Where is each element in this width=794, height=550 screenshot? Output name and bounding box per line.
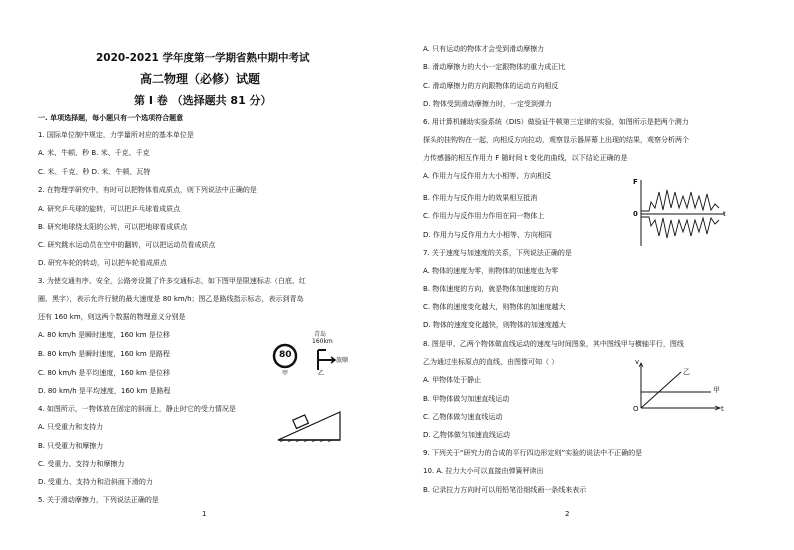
option-line: A. 甲物体处于静止 [423, 376, 482, 384]
option-line: A. 米、牛顿、秒 B. 米、千克、千克 [38, 149, 150, 157]
question-line: 9. 下列关于“研究力的合成的平行四边形定则”实验的说法中不正确的是 [423, 449, 643, 457]
option-line: D. 作用力与反作用力大小相等、方向相同 [423, 231, 552, 239]
question-line: 圈、黑字），表示允许行驶的最大速度是 80 km/h；图乙是路线指示标志，表示到青岛 [38, 295, 304, 303]
question-line: 2. 在物理学研究中，有时可以把物体看成质点，则下列说法中正确的是 [38, 186, 257, 194]
option-line: D. 物体的速度变化越快，则物体的加速度越大 [423, 321, 566, 329]
option-line: D. 物体受到滑动摩擦力时，一定受到弹力 [423, 100, 552, 108]
question-line: 3. 为使交通有序、安全，公路旁设置了许多交通标志，如下图甲是限速标志（白底、红 [38, 277, 306, 285]
axis-label-t: t [721, 405, 724, 413]
option-line: B. 作用力与反作用力的效果相互抵消 [423, 194, 538, 202]
option-line: A. 80 km/h 是瞬时速度，160 km 是位移 [38, 331, 170, 339]
option-line: C. 乙物体做匀速直线运动 [423, 413, 503, 421]
question-line: 探头的挂钩钩在一起，向相反方向拉动，观察显示器屏幕上出现的结果，观察分析两个 [423, 136, 689, 144]
page-number: 2 [565, 510, 570, 518]
option-line: D. 研究车轮的转动，可以把车轮看成质点 [38, 259, 167, 267]
question-line: 10. A. 拉力大小可以直接由弹簧秤读出 [423, 467, 544, 475]
question-line: 力传感器的相互作用力 F 随时间 t 变化的曲线，以下结论正确的是 [423, 154, 628, 162]
option-line: C. 80 km/h 是平均速度，160 km 是位移 [38, 369, 171, 377]
question-line: 8. 图是甲、乙两个物体做直线运动的速度与时间图象，其中图线甲与横轴平行，图线 [423, 340, 684, 348]
question-line: 5. 关于滑动摩擦力，下列说法正确的是 [38, 496, 159, 504]
option-line: A. 物体的速度为零，则物体的加速度也为零 [423, 267, 559, 275]
option-line: D. 80 km/h 是平均速度，160 km 是路程 [38, 387, 171, 395]
exam-subtitle: 高二物理（必修）试题 [140, 72, 261, 86]
axis-label-v: v [635, 358, 640, 366]
page-number: 1 [202, 510, 207, 518]
question-line: 乙为通过坐标原点的直线，由图像可知（ ） [423, 358, 559, 366]
part-heading: 一. 单项选择题，每小题只有一个选项符合题意 [38, 114, 184, 122]
exam-page-2 [397, 0, 794, 550]
option-line: B. 只受重力和摩擦力 [38, 442, 104, 450]
question-line: 1. 国际单位制中规定，力学量所对应的基本单位是 [38, 131, 194, 139]
option-line: B. 研究地球绕太阳的公转，可以把地球看成质点 [38, 223, 188, 231]
option-line: A. 研究乒乓球的旋转，可以把乒乓球看成质点 [38, 205, 181, 213]
sign-label-lvshun: 旅顺 [336, 357, 349, 364]
option-line: B. 80 km/h 是瞬时速度，160 km 是路程 [38, 350, 170, 358]
sign-label-distance: 160km [312, 338, 333, 345]
speed-limit-value: 80 [279, 350, 292, 360]
option-line: B. 物体速度的方向，就是物体加速度的方向 [423, 285, 559, 293]
incline-figure [276, 406, 344, 444]
axis-label-origin: O [633, 405, 639, 413]
option-line: A. 只受重力和支持力 [38, 423, 104, 431]
section-title: 第 I 卷 （选择题共 81 分） [134, 94, 272, 107]
force-time-graph [629, 178, 729, 250]
line-label-yi: 乙 [683, 368, 690, 376]
question-line: 7. 关于速度与加速度的关系，下列说法正确的是 [423, 249, 572, 257]
option-line: C. 受重力、支持力和摩擦力 [38, 460, 125, 468]
option-line: C. 研究跳水运动员在空中的翻转，可以把运动员看成质点 [38, 241, 216, 249]
option-line: C. 米、千克、秒 D. 米、牛顿、瓦特 [38, 168, 151, 176]
exam-title: 2020-2021 学年度第一学期省熟中期中考试 [96, 52, 310, 64]
option-line: B. 甲物体做匀加速直线运动 [423, 395, 510, 403]
option-line: A. 作用力与反作用力大小相等、方向相反 [423, 172, 552, 180]
option-line: D. 乙物体做匀加速直线运动 [423, 431, 510, 439]
option-line: B. 滑动摩擦力的大小一定跟物体的重力成正比 [423, 63, 566, 71]
sign-label-yi: 乙 [318, 370, 325, 377]
sign-label-jia: 甲 [282, 370, 289, 377]
axis-label-origin: 0 [633, 210, 638, 218]
question-line: 还有 160 km，则这两个数据的物理意义分别是 [38, 313, 186, 321]
option-line: D. 受重力、支持力和沿斜面下滑的力 [38, 478, 153, 486]
option-line: C. 作用力与反作用力作用在同一物体上 [423, 212, 545, 220]
option-line: C. 滑动摩擦力的方向跟物体的运动方向相反 [423, 82, 559, 90]
sign-label-qingdao: 青岛 [314, 331, 327, 338]
question-line: 4. 如图所示，一物体放在固定的斜面上，静止时它的受力情况是 [38, 405, 236, 413]
option-line: A. 只有运动的物体才会受到滑动摩擦力 [423, 45, 545, 53]
axis-label-t: t [723, 210, 726, 218]
line-label-jia: 甲 [713, 386, 720, 394]
question-line: 6. 用计算机辅助实验系统（DIS）做验证牛顿第三定律的实验，如图所示是把两个测力 [423, 118, 689, 126]
option-line: C. 物体的速度变化越大，则物体的加速度越大 [423, 303, 566, 311]
option-line: B. 记录拉力方向时可以用铅笔沿细线画一条线来表示 [423, 486, 587, 494]
axis-label-F: F [633, 178, 638, 186]
